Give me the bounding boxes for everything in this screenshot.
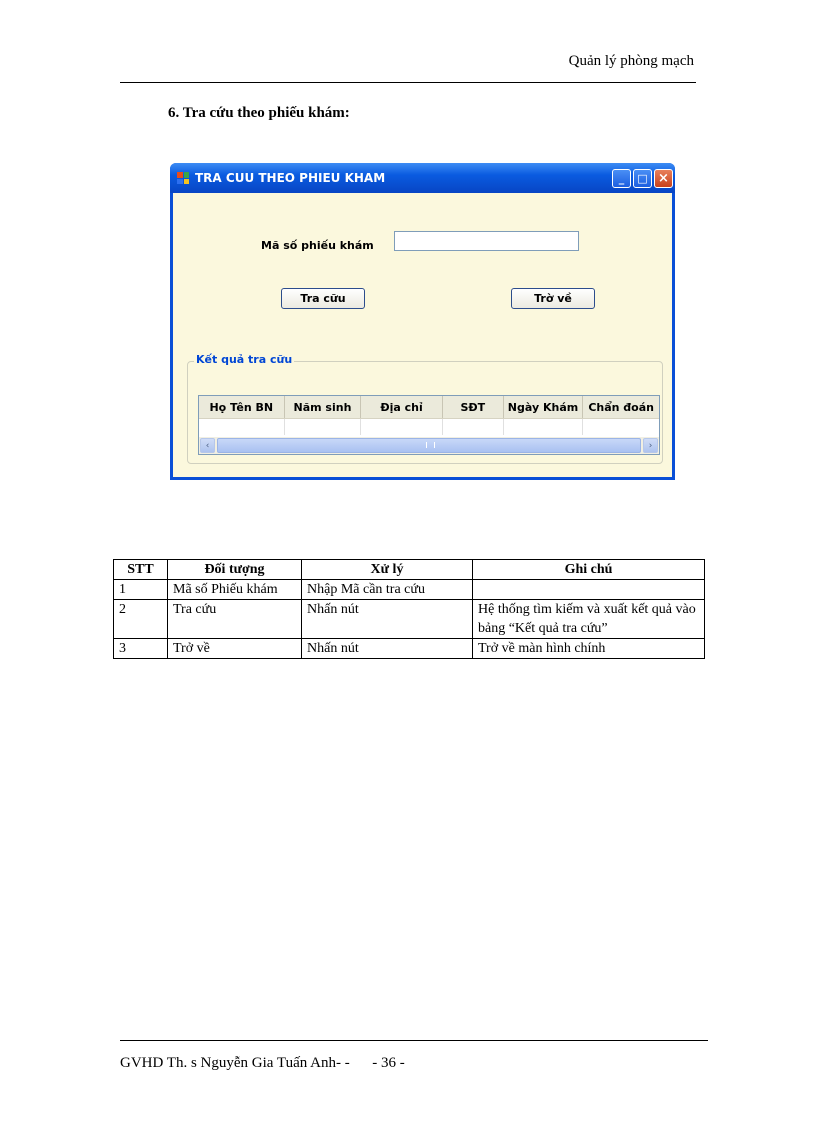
grid-header <box>199 396 659 419</box>
window-client <box>173 193 672 477</box>
results-group-title: Kết quả tra cữu <box>196 353 293 366</box>
minimize-icon[interactable]: _ <box>612 169 631 188</box>
grid-cell[interactable] <box>199 419 285 435</box>
table-cell: 3 <box>114 639 168 659</box>
table-cell: Trở về màn hình chính <box>473 639 705 659</box>
scroll-left-icon[interactable]: ‹ <box>200 438 215 453</box>
table-cell <box>473 580 705 600</box>
search-button[interactable]: Tra cữu <box>281 288 365 309</box>
grid-cell[interactable] <box>583 419 659 435</box>
window-titlebar[interactable] <box>170 163 675 193</box>
table-row <box>114 639 705 659</box>
header-title: Quản lý phòng mạch <box>568 53 694 69</box>
window-title: TRA CUU THEO PHIEU KHAM <box>195 171 386 185</box>
table-cell: Tra cứu <box>168 600 302 639</box>
ticket-number-label: Mã số phiếu khám <box>261 239 374 252</box>
grid-cell[interactable] <box>504 419 584 435</box>
lookup-window <box>170 163 675 480</box>
grid-cell[interactable] <box>443 419 504 435</box>
ticket-number-input[interactable] <box>394 231 579 251</box>
table-header: STT <box>114 560 168 580</box>
table-row <box>114 600 705 639</box>
horizontal-scrollbar[interactable] <box>199 437 659 454</box>
table-row <box>114 580 705 600</box>
maximize-icon[interactable]: □ <box>633 169 652 188</box>
table-cell: Trở về <box>168 639 302 659</box>
footer-text: GVHD Th. s Nguyễn Gia Tuấn Anh- - - 36 - <box>120 1055 405 1071</box>
table-cell: Mã số Phiếu khám <box>168 580 302 600</box>
results-groupbox <box>187 353 663 464</box>
table-cell: 2 <box>114 600 168 639</box>
table-header-row <box>114 560 705 580</box>
footer-rule <box>120 1040 708 1041</box>
table-cell: Nhấn nút <box>302 600 473 639</box>
scroll-right-icon[interactable]: › <box>643 438 658 453</box>
section-heading: 6. Tra cứu theo phiếu khám: <box>168 105 350 121</box>
table-header: Xử lý <box>302 560 473 580</box>
grid-cell[interactable] <box>285 419 362 435</box>
table-header: Ghi chú <box>473 560 705 580</box>
scroll-thumb[interactable] <box>217 438 641 453</box>
grip-icon <box>426 442 435 448</box>
back-button[interactable]: Trờ về <box>511 288 595 309</box>
table-cell: Nhập Mã cần tra cứu <box>302 580 473 600</box>
column-header[interactable]: Địa chỉ <box>361 396 443 418</box>
column-header[interactable]: SĐT <box>443 396 504 418</box>
column-header[interactable]: Họ Tên BN <box>199 396 285 418</box>
spec-table <box>113 559 705 659</box>
table-cell: Hệ thống tìm kiếm và xuất kết quả vào bảng “Kết quả tra cứu” <box>473 600 705 639</box>
close-icon[interactable]: × <box>654 169 673 188</box>
column-header[interactable]: Năm sinh <box>285 396 362 418</box>
header-rule <box>120 82 696 83</box>
table-header: Đối tượng <box>168 560 302 580</box>
table-cell: 1 <box>114 580 168 600</box>
grid-cell[interactable] <box>361 419 443 435</box>
app-icon <box>177 172 189 184</box>
column-header[interactable]: Ngày Khám <box>504 396 584 418</box>
results-grid[interactable] <box>198 395 660 455</box>
column-header[interactable]: Chẩn đoán <box>588 400 654 414</box>
table-cell: Nhấn nút <box>302 639 473 659</box>
grid-empty-row[interactable] <box>199 419 659 435</box>
